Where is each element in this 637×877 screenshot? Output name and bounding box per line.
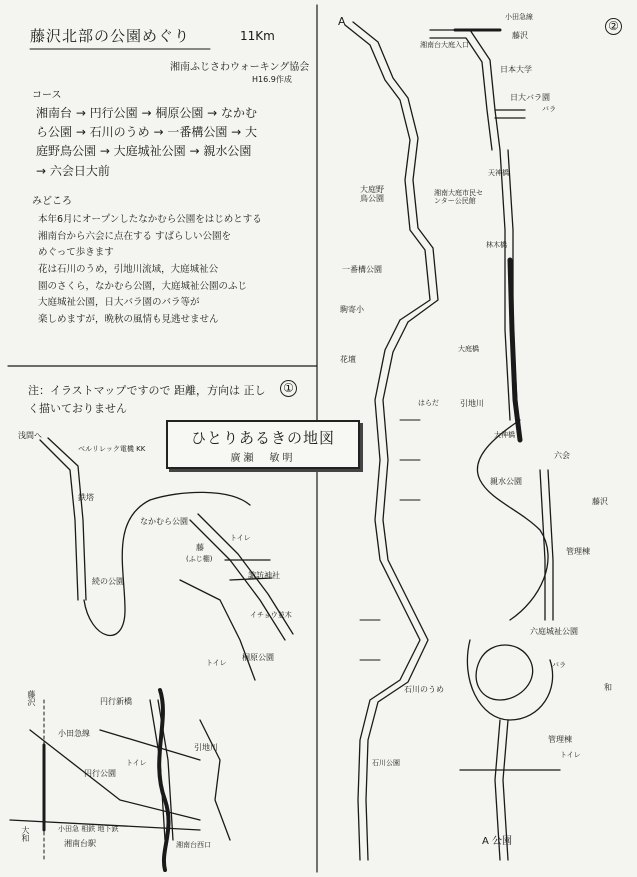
- highlights-line: 園のさくら，なかむら公園，大庭城祉公園のふじ: [38, 280, 248, 292]
- right-label-park-a: A 公園: [482, 836, 513, 847]
- page-marker-2: ②: [605, 18, 622, 35]
- map-title-main: ひとりあるきの地図: [190, 429, 335, 447]
- right-label-oba-yacho-park: 大庭野鳥公園: [360, 185, 384, 203]
- highlights-line: 楽しめますが，晩秋の風情も見逃せません: [38, 313, 219, 325]
- right-label-start-a: A: [338, 15, 346, 28]
- organizer-label: 湘南ふじさわウォーキング協会: [170, 62, 310, 73]
- left-label-shonandai-station: 湘南台駅: [64, 839, 96, 848]
- left-label-lines: 小田急 相鉄 地下鉄: [58, 825, 119, 833]
- left-label-engyo-park: 円行公園: [84, 769, 116, 778]
- highlights-line: 本年6月にオープンしたなかむら公園をはじめとする: [38, 214, 262, 225]
- course-list: [36, 104, 257, 181]
- map-title-box: [166, 420, 360, 469]
- highlights-line: 湘南台から六会に点在する すばらしい公園を: [38, 230, 232, 242]
- right-label-hanazono: 花壇: [340, 355, 356, 364]
- left-label-toilet-3: トイレ: [126, 759, 147, 767]
- right-label-daidai-line: 湘南台大庭入口: [420, 41, 469, 49]
- right-label-toilet: トイレ: [560, 751, 581, 759]
- left-label-toilet-2: トイレ: [206, 659, 227, 667]
- map-author: 廣瀬 敏明: [230, 453, 296, 464]
- right-label-admin-building-2: 管理棟: [548, 735, 572, 744]
- left-label-kirihara-park: 桐原公園: [242, 653, 274, 662]
- left-label-ichou-street: イチョウ並木: [250, 611, 292, 619]
- left-label-nakamura-park: なかむら公園: [140, 517, 188, 526]
- right-label-shinsui-park: 親水公園: [490, 477, 522, 486]
- left-label-nagoya: 浅間へ: [18, 431, 42, 440]
- right-label-fujisawa-r: 藤沢: [592, 497, 608, 506]
- right-label-rinboku-bridge: 林木橋: [486, 241, 507, 249]
- right-label-odakyu: 小田急線: [505, 13, 533, 21]
- hikichi-river-right: [510, 260, 520, 440]
- right-label-rokkai: 六会: [554, 451, 570, 460]
- right-label-wa: 和: [604, 683, 612, 692]
- left-label-engyo-shinbashi: 円行新橋: [100, 697, 132, 706]
- right-label-ichiban-park: 一番構公園: [342, 265, 382, 274]
- right-label-oba-castle-park: 六庭城祉公園: [530, 627, 578, 636]
- right-label-rose: バラ: [542, 105, 556, 113]
- right-label-ishikawa-ume: 石川のうめ: [404, 685, 444, 694]
- course-line: → 六会日大前: [36, 163, 110, 178]
- left-label-suwa-shrine: 諏訪神社: [248, 571, 280, 580]
- left-label-fujisawa: 藤沢: [27, 690, 36, 706]
- right-label-tenjin-bridge: 天神橋: [488, 169, 509, 177]
- right-label-ogami-bridge: 大神橋: [494, 431, 515, 439]
- left-label-toilet-1: トイレ: [230, 534, 251, 542]
- right-label-komagome: 駒寄小: [340, 305, 364, 314]
- course-line: ら公園 → 石川のうめ → 一番構公園 → 大: [36, 125, 258, 140]
- left-label-shonandai-west: 湘南台西口: [176, 841, 211, 849]
- course-heading: コース: [32, 90, 62, 101]
- map-note: 注：イラストマップですので 距離，方向は 正しく描いておりません: [28, 384, 266, 415]
- left-route: [10, 438, 293, 840]
- right-label-fujisawa-top: 藤沢: [512, 31, 528, 40]
- course-line: 庭野鳥公園 → 大庭城祉公園 → 親水公園: [36, 144, 252, 159]
- date-label: H16.9作成: [252, 75, 292, 84]
- map-title-heading: 藤沢北部の公園めぐり: [30, 27, 191, 45]
- right-label-nichidai: 日本大学: [500, 65, 532, 74]
- course-line: 湘南台 → 円行公園 → 桐原公園 → なかむ: [36, 106, 258, 120]
- right-label-oba-bridge: 大庭橋: [458, 345, 479, 353]
- right-label-hikichi-river: 引地川: [460, 399, 484, 408]
- highlights-heading: みどころ: [32, 196, 72, 207]
- highlights-text: [38, 212, 262, 328]
- right-route: [345, 22, 560, 860]
- left-label-hikichi-river: 引地川: [194, 743, 218, 752]
- left-label-tsuzuki-park: 続の公園: [92, 577, 124, 586]
- right-label-ishikawa-park: 石川公園: [372, 759, 400, 767]
- right-label-rose-2: バラ: [552, 661, 566, 669]
- right-label-admin-building: 管理棟: [566, 547, 590, 556]
- right-label-nichidai-rose: 日大バラ園: [510, 93, 550, 102]
- right-label-civic-center: 湘南大庭市民センター公民館: [434, 189, 483, 205]
- left-label-fuji: 藤: [196, 543, 204, 552]
- highlights-line: 大庭城祉公園，日大バラ園のバラ等が: [38, 297, 200, 309]
- distance-label: 11Km: [240, 29, 275, 43]
- left-label-tower: 鉄塔: [78, 493, 94, 502]
- right-label-harada: はらだ: [418, 399, 439, 407]
- highlights-line: 花は石川のうめ，引地川流域，大庭城祉公: [38, 263, 219, 275]
- page-marker-1: ①: [280, 380, 297, 397]
- left-label-yamato: 大和: [21, 826, 30, 842]
- highlights-line: めぐって歩きます: [38, 247, 114, 259]
- left-label-fuji-sub: (ふじ棚): [186, 555, 213, 563]
- left-label-bellrack: ベルリレック電機 KK: [78, 445, 146, 453]
- left-label-odakyu-line: 小田急線: [58, 729, 90, 738]
